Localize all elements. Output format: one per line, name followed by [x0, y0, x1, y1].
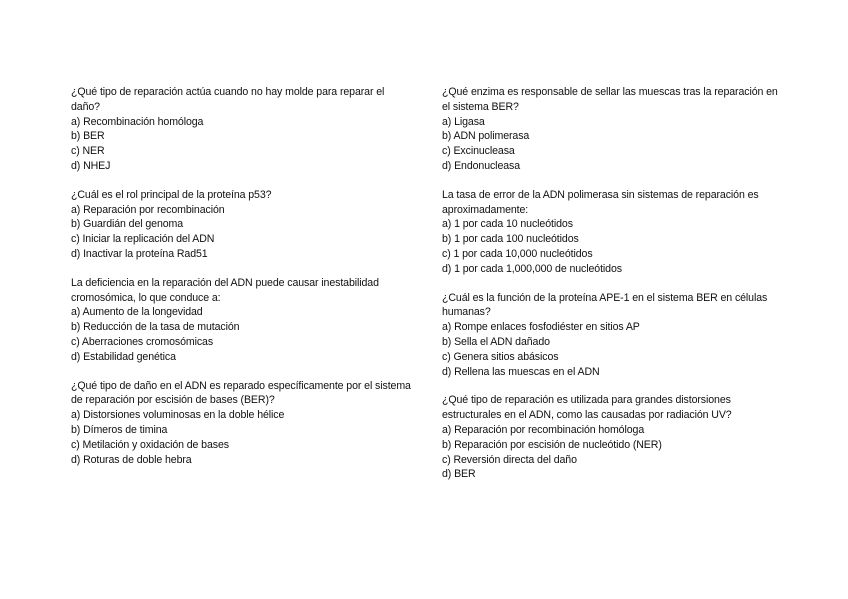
question-text: ¿Cuál es la función de la proteína APE-1 en el sistema BER en células humanas?	[442, 291, 768, 319]
answer-option: b) ADN polimerasa	[442, 130, 530, 143]
answer-option: b) Guardián del genoma	[71, 218, 184, 231]
answer-option: a) Distorsiones voluminosas en la doble hélice	[71, 409, 285, 422]
answer-option: c) Aberraciones cromosómicas	[71, 335, 214, 348]
answer-option: b) Reparación por escisión de nucleótido (NER)	[442, 438, 662, 451]
answer-option: c) Iniciar la replicación del ADN	[71, 233, 215, 246]
answer-option: c) Reversión directa del daño	[442, 453, 577, 466]
question-text: ¿Qué tipo de reparación es utilizada para grandes distorsiones estructurales en el ADN, como las causadas por radiación UV?	[442, 394, 732, 422]
answer-option: c) 1 por cada 10,000 nucleótidos	[442, 247, 593, 260]
answer-option: b) Dímeros de timina	[71, 423, 168, 436]
answer-option: d) NHEJ	[71, 159, 111, 172]
question-block	[442, 188, 787, 277]
answer-option: a) Reparación por recombinación homóloga	[442, 423, 645, 436]
answer-option: b) 1 por cada 100 nucleótidos	[442, 233, 579, 246]
answer-option: d) Rellena las muescas en el ADN	[442, 365, 600, 378]
answer-option: d) Endonucleasa	[442, 159, 521, 172]
question-block	[71, 276, 416, 365]
question-block	[71, 188, 416, 262]
answer-option: a) Aumento de la longevidad	[71, 306, 203, 319]
answer-option: d) Estabilidad genética	[71, 350, 176, 363]
question-text: ¿Qué tipo de daño en el ADN es reparado específicamente por el sistema de reparación por escisión de bases (BER)?	[71, 379, 411, 407]
answer-option: c) NER	[71, 145, 105, 158]
answer-option: a) Rompe enlaces fosfodiéster en sitios AP	[442, 321, 640, 334]
question-text: ¿Qué enzima es responsable de sellar las muescas tras la reparación en el sistema BER?	[442, 86, 778, 113]
answer-option: b) Sella el ADN dañado	[442, 335, 550, 348]
answer-option: a) Ligasa	[442, 115, 485, 128]
question-text: La deficiencia en la reparación del ADN puede causar inestabilidad cromosómica, lo que conduce a:	[71, 276, 379, 304]
answer-option: d) 1 por cada 1,000,000 de nucleótidos	[442, 262, 622, 275]
answer-option: c) Excinucleasa	[442, 145, 515, 158]
question-block	[442, 393, 787, 482]
right-column	[442, 85, 787, 496]
answer-option: c) Genera sitios abásicos	[442, 350, 559, 363]
answer-option: d) Roturas de doble hebra	[71, 453, 192, 466]
question-block	[442, 291, 787, 380]
answer-option: d) BER	[442, 468, 476, 481]
question-text: La tasa de error de la ADN polimerasa sin sistemas de reparación es aproximadamente:	[442, 188, 759, 216]
answer-option: c) Metilación y oxidación de bases	[71, 438, 229, 451]
answer-option: a) 1 por cada 10 nucleótidos	[442, 218, 573, 231]
answer-option: b) Reducción de la tasa de mutación	[71, 321, 240, 334]
left-column	[71, 85, 416, 481]
question-block	[71, 379, 416, 468]
question-text: ¿Qué tipo de reparación actúa cuando no hay molde para reparar el daño?	[71, 86, 385, 113]
answer-option: a) Reparación por recombinación	[71, 203, 225, 216]
question-block	[442, 85, 787, 174]
question-block	[71, 85, 416, 174]
question-text: ¿Cuál es el rol principal de la proteína p53?	[71, 188, 272, 201]
answer-option: b) BER	[71, 130, 105, 143]
answer-option: a) Recombinación homóloga	[71, 115, 204, 128]
answer-option: d) Inactivar la proteína Rad51	[71, 247, 208, 260]
